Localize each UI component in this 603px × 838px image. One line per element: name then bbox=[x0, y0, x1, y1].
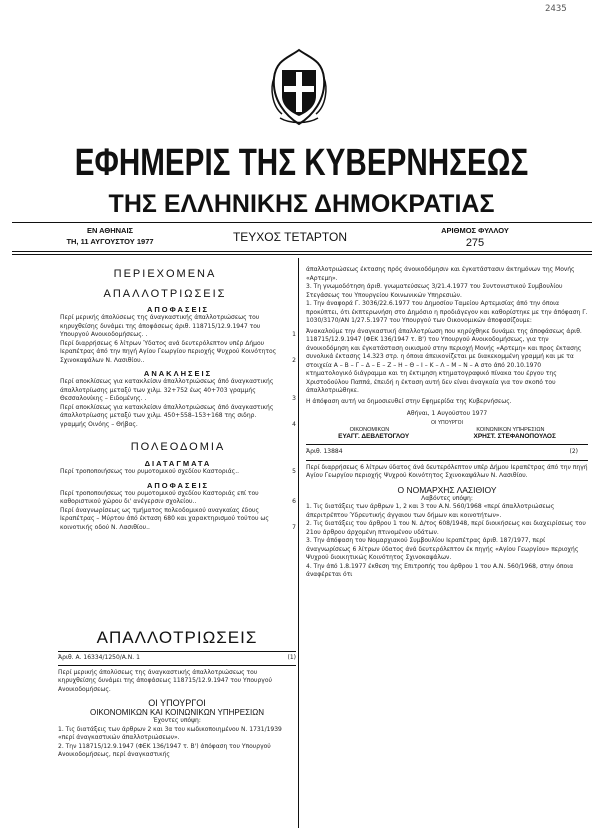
minister-1-title: ΟΙΚΟΝΟΜΙΚΩΝ bbox=[349, 427, 390, 433]
masthead-subtitle: ΤΗΣ ΕΛΛΗΝΙΚΗΣ ΔΗΜΟΚΡΑΤΙΑΣ bbox=[108, 190, 495, 218]
section-rule bbox=[306, 444, 588, 445]
signatories-names bbox=[306, 433, 588, 440]
sheet-label: ΑΡΙΘΜΟΣ ΦΥΛΛΟΥ bbox=[441, 226, 509, 235]
contents-item-text: Περί τροποποιήσεως του ρυμοτομικού σχεδίου Καστοριάς.. bbox=[60, 468, 240, 475]
coat-of-arms-emblem bbox=[268, 48, 330, 128]
decision-2-number: (2) bbox=[569, 448, 578, 455]
contents-item bbox=[60, 314, 296, 340]
decision-2-ref-text: Άριθ. 13884 bbox=[306, 448, 343, 455]
contents-subsection-decisions: ΑΠΟΦΑΣΕΙΣ bbox=[146, 305, 210, 314]
left-body bbox=[58, 628, 296, 760]
contents-item-page: 1 bbox=[292, 331, 296, 338]
paragraph: άπαλλοτριώσεως έκτασης πρός άνοικοδόμησιν και έγκατάστασιν άκτημόνων της Μονής «Αρτεμη». bbox=[306, 266, 575, 282]
ministers-title: ΟΙ ΥΠΟΥΡΓΟΙ bbox=[148, 698, 206, 708]
contents-subsection-decisions-2: ΑΠΟΦΑΣΕΙΣ bbox=[146, 480, 210, 490]
page-number: 2435 bbox=[545, 4, 567, 14]
having-in-view: Έχοντες υπόψη: bbox=[153, 717, 201, 724]
right-column bbox=[306, 266, 588, 580]
masthead-title: ΕΦΗΜΕΡΙΣ ΤΗΣ ΚΥΒΕΡΝΗΣΕΩΣ bbox=[74, 142, 529, 184]
signatories-heading: ΟΙ ΥΠΟΥΡΓΟΙ bbox=[430, 419, 463, 426]
contents-subsection-revocations: ΑΝΑΚΛΗΣΕΙΣ bbox=[143, 369, 213, 378]
contents-section-expropriations: ΑΠΑΛΛΟΤΡΙΩΣΕΙΣ bbox=[103, 288, 227, 300]
decision-reference bbox=[58, 654, 296, 663]
contents-item bbox=[60, 340, 296, 366]
contents-item bbox=[60, 404, 296, 430]
contents-heading: ΠΕΡΙΕΧΟΜΕΝΑ bbox=[113, 268, 217, 280]
contents-block bbox=[60, 268, 270, 300]
decision-intro: Περί μερικής άπολύσεως της άναγκαστικής άπαλλοτριώσεως του κηρυχθείσης δυνάμει της άποφάσεως 118715/12.9.1947 του Υπουργού Ανοικοδομήσεως. bbox=[58, 668, 272, 693]
header-rule-top bbox=[12, 222, 592, 223]
contents-item bbox=[60, 468, 296, 477]
nomarch-title: Ο ΝΟΜΑΡΧΗΣ ΛΑΣΙΘΙΟΥ bbox=[397, 484, 497, 495]
header-rule-double bbox=[12, 254, 592, 255]
decision-number: (1) bbox=[287, 654, 296, 661]
paragraph: 2. Την 118715/12.9.1947 (ΦΕΚ 136/1947 τ. Β') άπόφαση του Υπουργού Ανοικοδομήσεως, περί άναγκαστικής bbox=[58, 742, 271, 758]
section-rule bbox=[58, 665, 296, 666]
header-rule-bottom bbox=[12, 251, 592, 252]
contents-item-page: 7 bbox=[292, 523, 296, 531]
issue-date: ΤΗ, 11 ΑΥΓΟΥΣΤΟΥ 1977 bbox=[66, 237, 154, 246]
contents-item-text: Περί τροποποιήσεως του ρυμοτομικού σχεδίου Καστοριάς επί του καθοριστικού χώρου δι' ανέγερσιν σχολείου.. bbox=[60, 489, 259, 505]
paragraph: 1. Την άναφορά Γ. 3036/22.6.1977 του Δημοσίου Ταμείου Αρτεμισίας άπό την όποια προκύπτει, ότι έκπτερωνήση στο Δημόσιο η προδιάγεγον και καθορίστηκε με την άπόφαση Γ. 1030/3170/ΑΝ 1/27.5.1977 του Υπουργού των Οικονομικών άποφασίζουμε: bbox=[306, 300, 588, 324]
contents-list-1 bbox=[60, 305, 296, 532]
minister-1-name: ΕΥΑΓΓ. ΔΕΒΛΕΤΟΓΛΟΥ bbox=[338, 433, 410, 440]
issue-type: ΤΕΥΧΟΣ ΤΕΤΑΡΤΟΝ bbox=[232, 230, 348, 244]
paragraph: 3. Τη γνωμοδότηση άριθ. γνωματεύσεως 3/21.4.1977 του Συντονιστικού Συμβουλίου Στεγάσεως του Υπουργείου Κοινωνικών Υπηρεσιών. bbox=[306, 283, 563, 299]
minister-2-name: ΧΡΗΣΤ. ΣΤΕΦΑΝΟΠΟΥΛΟΣ bbox=[473, 433, 556, 440]
contents-item bbox=[60, 490, 296, 507]
decision-2-intro: Περί διαρρήσεως 6 λίτρων ύδατος άνά δευτερόλεπτον υπέρ Δήμου Ιεραπέτρας άπό την πηγή Αγίου Γεωργίου περιοχής Ψυχρού Κοινότητος Σχινοκαψάλων Ν. Λασιθίου. bbox=[306, 463, 588, 479]
section-rule bbox=[58, 651, 296, 652]
contents-subsection-decrees: ΔΙΑΤΑΓΜΑΤΑ bbox=[144, 459, 212, 468]
contents-item-page: 3 bbox=[292, 395, 296, 402]
paragraph: 2. Τις διατάξεις του άρθρου 1 του Ν. Δ/τος 608/1948, περί διοικήσεως και διαχειρίσεως του 21ου άρθρου άρχομένη πτινομένου υδάτων. bbox=[306, 520, 586, 536]
contents-section-urban-planning: ΠΟΛΕΟΔΟΜΙΑ bbox=[130, 441, 226, 453]
city: ΕΝ ΑΘΗΝΑΙΣ bbox=[86, 226, 134, 235]
section-title-expropriations: ΑΠΑΛΛΟΤΡΙΩΣΕΙΣ bbox=[96, 628, 258, 647]
decision-ref-text: Άριθ. Α. 16334/1250/Α.Ν. 1 bbox=[58, 654, 140, 661]
contents-item-text: Περί μερικής άπολύσεως της άναγκαστικής άπαλλοτριώσεως του κηρυχθείσης δυνάμει της άποφάσεως άριθ. 118715/12.9.1947 του Υπουργού Ανοικοδομήσεως. . bbox=[60, 314, 261, 338]
contents-item-page: 4 bbox=[292, 420, 296, 428]
place-date: Αθήναι, 1 Αυγούστου 1977 bbox=[406, 410, 488, 417]
paragraph: Η άπόφαση αυτή να δημοσιευθεί στην Εφημερίδα της Κυβερνήσεως. bbox=[306, 397, 512, 405]
contents-item-text: Περί άναγνωρίσεως ως τμήματος πολεοδομικού αναγκαίας έδους Ιεραπέτρας – Μύρτου άπό έκταση 680 και χαρακτηρισμού τούτου ως κοινοτικής οδού Ν. Λασιθίου.. bbox=[60, 506, 269, 531]
contents-item-text: Περί αποκλίσεως για κατακλείσιν άπαλλοτριώσεως άπό άναγκαστικής άπαλλοτρίωσης μεταξύ των χιλμ. 450+558–153+168 της σιδηρ. γραμμής Οινόης – Θήβας. bbox=[60, 403, 274, 428]
contents-item bbox=[60, 507, 296, 533]
contents-item-text: Περί διαρρήσεως 6 λίτρων Ύδατος ανά δευτερόλεπτον υπέρ Δήμου Ιεραπέτρας άπό την πηγή Αγίου Γεωργίου περιοχής Ψυχρού Κοινότητος Σχινοκαψάλων Ν. Λασιθίου.. bbox=[60, 339, 277, 364]
having-in-view-2: Λαβόντες υπόψη: bbox=[421, 494, 473, 502]
contents-item-page: 2 bbox=[292, 356, 296, 364]
paragraph: 1. Τις διατάξεις των άρθρων 2 και 3α του κωδικοποιημένου Ν. 1731/1939 «περί άναγκαστικών άπαλλοτριώσεων». bbox=[58, 725, 282, 741]
minister-2-title: ΚΟΙΝΩΝΙΚΩΝ ΥΠΗΡΕΣΙΩΝ bbox=[476, 427, 545, 433]
ministers-subtitle: ΟΙΚΟΝΟΜΙΚΩΝ ΚΑΙ ΚΟΙΝΩΝΙΚΩΝ ΥΠΗΡΕΣΙΩΝ bbox=[89, 708, 265, 717]
paragraph: 1. Τις διατάξεις των άρθρων 1, 2 και 3 του Α.Ν. 560/1968 «περί άπαλλοτριώσεως άπεριτρέπτου Ύδρευτικής άγγαιου των δήμων και κοινοτήτων». bbox=[306, 503, 555, 519]
sheet-number: 275 bbox=[465, 237, 485, 249]
paragraph: Άνακαλούμε την άναγκαστική άπαλλοτρίωση που κηρύχθηκε δυνάμει της άποφάσεως άριθ. 118715/12.9.1947 (ΦΕΚ 136/1947 τ. Β') του Υπουργού Ανοικοδομήσεως, για την άνοικοδόμηση και έγκατάσταση οικισμού στην περιοχή Μονής «Αρτεμη» και προς έκτασης συνολικά έκτασης 14.323 στρ. η όποια άπεικονίζεται με διακεκομμένη γραμμή και με τα στοιχεία Α – Β – Γ – Δ – Ε – Ζ – Η – Θ – Ι – Κ – Λ – Μ – Ν – Α στο άπό 20.10.1970 κτηματολογικό διάγραμμα και τη έκτιμηση κτηματογραφικό πίνακα του έργου της Χριστοδούλου Παππά, έπειδή η έκταση αυτή δεν είναι άναγκαία για τον σκοπό του άπαλλοτριώθηκε. bbox=[306, 327, 582, 394]
paragraph: 3. Την άπόφαση του Νομαρχιακού Συμβουλίου Ιεραπέτρας άριθ. 187/1977, περί άναγνωρίσεως 6 λίτρων ύδατος άνά δευτερόλεπτον έκ πηγής «Αγίου Γεωργίου» περιοχής Ψυχρού διοικητικώς Κοινότητος Σχινοκαψάλων. bbox=[306, 537, 579, 561]
contents-item-page: 5 bbox=[292, 468, 296, 475]
column-divider bbox=[298, 258, 299, 828]
contents-item-text: Περί αποκλίσεως για κατακλείσιν άπαλλοτριώσεως άπό άναγκαστικής άπαλλοτρίωσης μεταξύ των χιλμ. 32+752 έως 40+703 γραμμής Θεσσαλονίκης – Ειδομένης. . bbox=[60, 378, 274, 402]
paragraph: 4. Την άπό 1.8.1977 έκθεση της Επιτροπής του άρθρου 1 του Α.Ν. 560/1968, στην όποια άναφέρεται ότι bbox=[306, 562, 574, 578]
contents-item bbox=[60, 378, 296, 404]
section-rule bbox=[306, 460, 588, 461]
decision-2-reference bbox=[306, 448, 588, 457]
contents-item-page: 6 bbox=[292, 498, 296, 505]
